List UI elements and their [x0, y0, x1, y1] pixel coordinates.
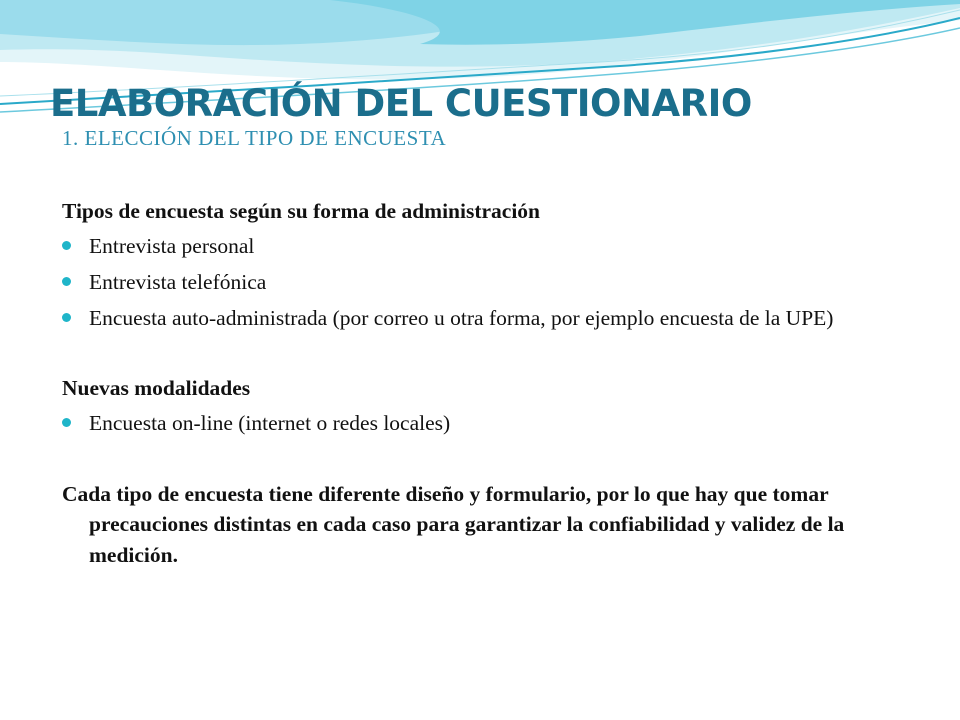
bullet-icon [62, 313, 71, 322]
section-heading-new-modalities: Nuevas modalidades [62, 376, 251, 401]
bullet-icon [62, 277, 71, 286]
list-item-text: Encuesta auto-administrada (por correo u otra forma, por ejemplo encuesta de la UPE) [89, 306, 834, 331]
list-item-text: Encuesta on-line (internet o redes locales) [89, 411, 451, 436]
list-item-text: Entrevista telefónica [89, 270, 267, 295]
slide-title: ELABORACIÓN DEL CUESTIONARIO [50, 82, 752, 125]
slide-subtitle: 1. ELECCIÓN DEL TIPO DE ENCUESTA [62, 126, 447, 150]
slide-content [62, 196, 912, 570]
bullet-icon [62, 241, 71, 250]
new-modalities-list [62, 408, 912, 438]
list-item [62, 231, 912, 261]
administration-types-list [62, 231, 912, 333]
section-heading-administration: Tipos de encuesta según su forma de administración [62, 199, 541, 223]
list-item [62, 303, 912, 333]
conclusion-paragraph: Cada tipo de encuesta tiene diferente diseño y formulario, por lo que hay que tomar precauciones distintas en cada caso para garantizar la confiabilidad y validez de la medición. [62, 481, 845, 567]
bullet-icon [62, 418, 71, 427]
list-item [62, 408, 912, 438]
list-item [62, 267, 912, 297]
list-item-text: Entrevista personal [89, 234, 255, 259]
